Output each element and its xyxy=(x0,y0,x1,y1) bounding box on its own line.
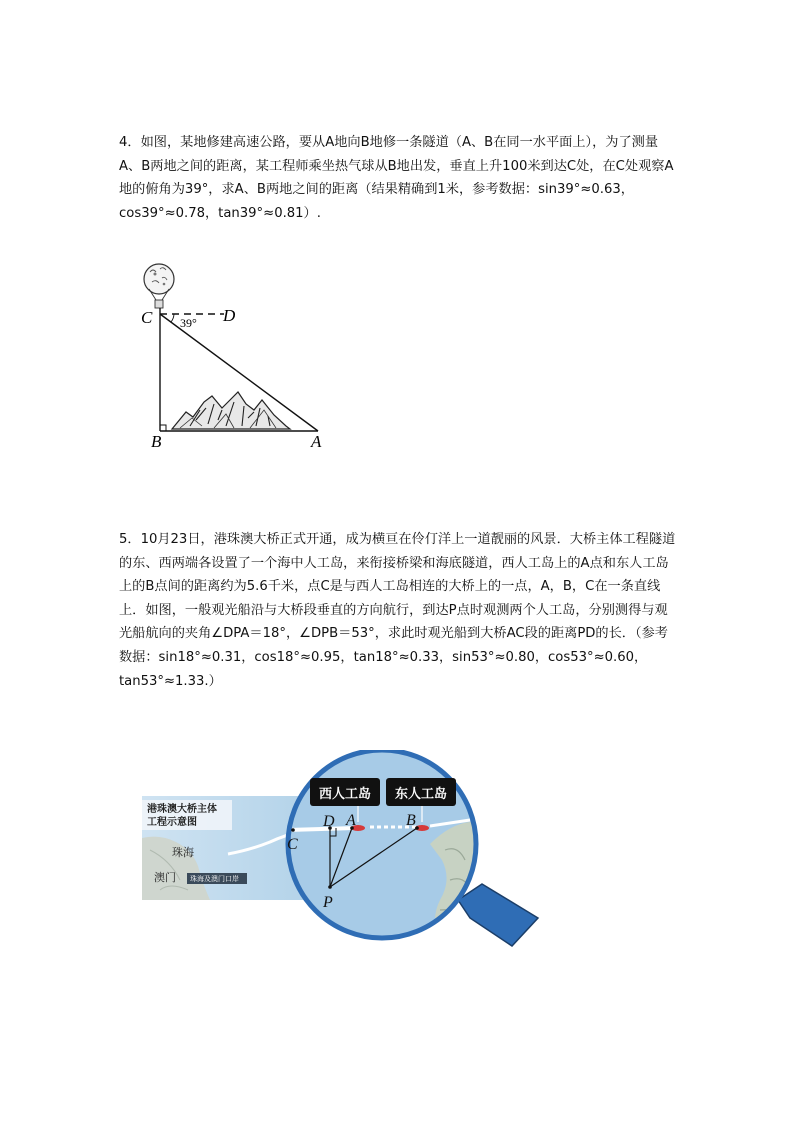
point-c-label-map: C xyxy=(287,836,298,853)
problem-4-body: 如图，某地修建高速公路，要从A地向B地修一条隧道（A、B在同一水平面上），为了测量A、B两地之间的距离，某工程师乘坐热气球从B地出发，垂直上升100米到达C处，在C处观察A地的俯角为39°，求A、B两地之间的距离（结果精确到1米，参考数据：sin39°≈0.63，cos39°≈0.78，tan39°≈0.81）. xyxy=(119,135,674,221)
problem-4-figure xyxy=(130,260,330,460)
problem-4 xyxy=(119,131,679,225)
east-island-label: 东人工岛 xyxy=(394,786,448,801)
magnifier-handle xyxy=(458,884,538,946)
problem-5-body: 10月23日，港珠澳大桥正式开通，成为横亘在伶仃洋上一道靓丽的风景．大桥主体工程隧道的东、西两端各设置了一个海中人工岛，来衔接桥梁和海底隧道，西人工岛上的A点和东人工岛上的B点间的距离约为5.6千米，点C是与西人工岛相连的大桥上的一点，A，B，C在一条直线上．如图，一般观光船沿与大桥段垂直的方向航行，到达P点时观测两个人工岛，分别测得与观光船航向的夹角∠DPA＝18°，∠DPB＝53°，求此时观光船到大桥AC段的距离PD的长．（参考数据：sin18°≈0.31，cos18°≈0.95，tan18°≈0.33，sin53°≈0.80，cos53°≈0.60，tan53°≈1.33.） xyxy=(119,532,676,689)
point-a-label: A xyxy=(311,432,322,451)
point-p xyxy=(328,885,332,889)
hot-air-balloon-icon xyxy=(144,264,174,308)
angle-39-label: 39° xyxy=(180,316,197,330)
map-title-line1: 港珠澳大桥主体 xyxy=(147,804,217,815)
point-p-label-map: P xyxy=(323,894,333,911)
point-c-label: C xyxy=(141,308,153,327)
problem-4-text xyxy=(119,131,679,225)
point-c xyxy=(291,828,295,832)
problem-5 xyxy=(119,528,679,693)
port-label: 珠海及澳门口岸 xyxy=(190,875,239,883)
problem-5-number: 5． xyxy=(119,532,141,547)
map-title-line2: 工程示意图 xyxy=(147,817,197,828)
west-island-label: 西人工岛 xyxy=(318,786,372,801)
point-d-label-map: D xyxy=(323,813,335,830)
point-b-label-map: B xyxy=(406,812,416,829)
problem-4-number: 4． xyxy=(119,135,141,150)
point-d-label: D xyxy=(223,306,236,325)
right-angle-mark xyxy=(160,425,166,431)
point-b-label: B xyxy=(151,432,162,451)
problem-5-text xyxy=(119,528,679,693)
point-a-label-map: A xyxy=(346,812,356,829)
city-macau: 澳门 xyxy=(154,872,176,884)
problem-5-figure xyxy=(140,750,550,950)
city-zhuhai: 珠海 xyxy=(172,847,194,859)
